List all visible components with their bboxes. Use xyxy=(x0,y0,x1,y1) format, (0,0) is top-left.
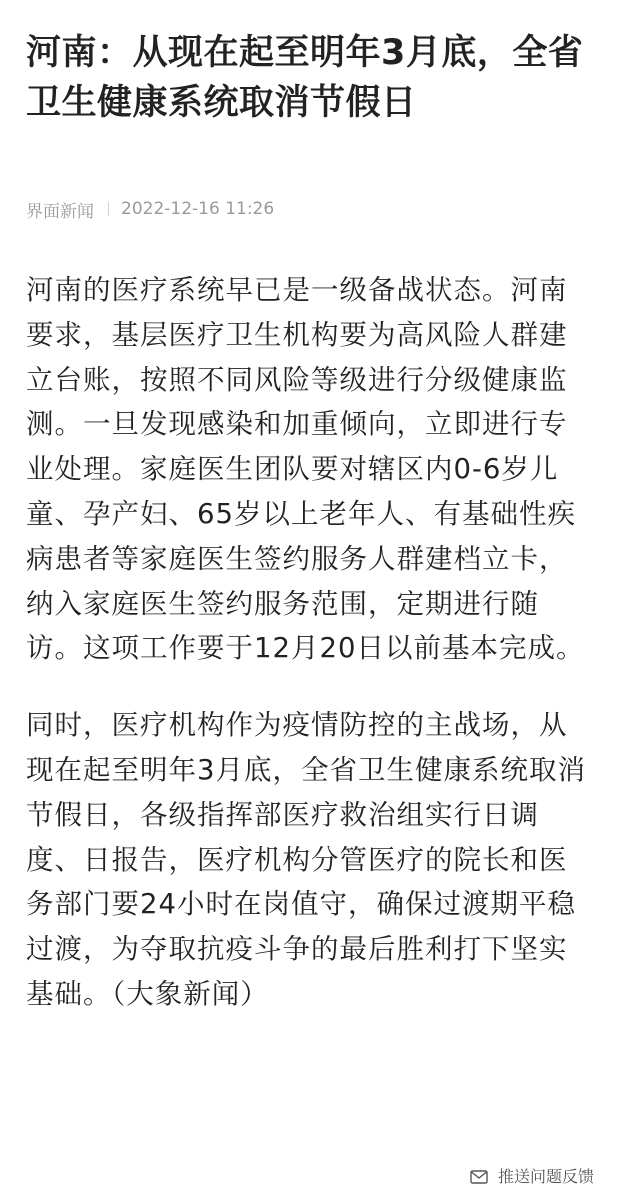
article-paragraph-2: 同时，医疗机构作为疫情防控的主战场，从现在起至明年3月底，全省卫生健康系统取消节假日，各级指挥部医疗救治组实行日调度、日报告，医疗机构分管医疗的院长和医务部门要24小时在岗值守，确保过渡期平稳过渡，为夺取抗疫斗争的最后胜利打下坚实基础。（大象新闻） xyxy=(26,709,586,1010)
feedback-label: 推送问题反馈 xyxy=(497,1167,594,1186)
meta-divider xyxy=(108,202,109,216)
article-title: 河南：从现在起至明年3月底，全省卫生健康系统取消节假日 xyxy=(26,33,584,123)
feedback-button[interactable] xyxy=(470,1164,594,1187)
article-body xyxy=(26,268,594,1017)
article-paragraph-1: 河南的医疗系统早已是一级备战状态。河南要求，基层医疗卫生机构要为高风险人群建立台账，按照不同风险等级进行分级健康监测。一旦发现感染和加重倾向，立即进行专业处理。家庭医生团队要对辖区内0-6岁儿童、孕产妇、65岁以上老年人、有基础性疾病患者等家庭医生签约服务人群建档立卡，纳入家庭医生签约服务范围，定期进行随访。这项工作要于12月20日以前基本完成。 xyxy=(26,274,585,665)
article xyxy=(26,0,594,1017)
mail-icon xyxy=(470,1169,488,1183)
article-meta xyxy=(26,194,594,224)
article-datetime: 2022-12-16 11:26 xyxy=(121,199,275,219)
article-source[interactable]: 界面新闻 xyxy=(26,201,94,222)
